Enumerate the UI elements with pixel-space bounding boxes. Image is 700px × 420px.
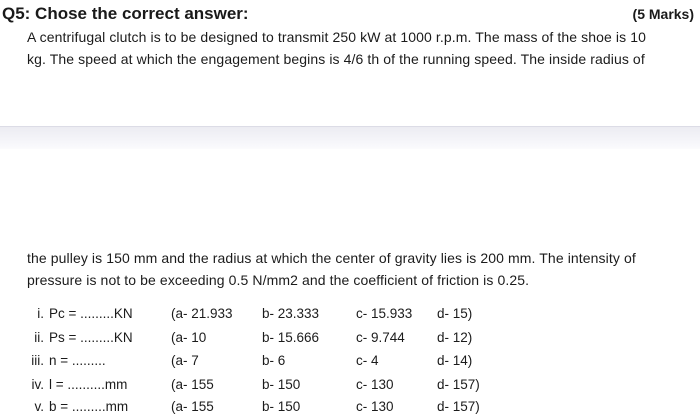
item-number: i. [37, 306, 44, 321]
option-d: d- 12) [437, 330, 473, 345]
item-label: b = .........mm [49, 399, 129, 414]
item-number: ii. [34, 330, 44, 345]
option-c: c- 15.933 [356, 306, 413, 321]
question-text-line-2: kg. The speed at which the engagement begins is 4/6 th of the running speed. The inside radius of [27, 51, 645, 67]
option-c: c- 130 [356, 377, 394, 392]
option-b: b- 6 [262, 353, 286, 368]
option-d: d- 157) [437, 377, 480, 392]
option-a: (a- 155 [171, 399, 214, 414]
option-d: d- 15) [437, 306, 473, 321]
item-number: iv. [31, 377, 44, 392]
answer-row [0, 399, 700, 419]
answer-row [0, 330, 700, 350]
marks-label: (5 Marks) [632, 6, 694, 22]
answer-row [0, 377, 700, 397]
option-a: (a- 7 [171, 353, 199, 368]
question-text-line-4: pressure is not to be exceeding 0.5 N/mm2 and the coefficient of friction is 0.25. [27, 272, 530, 288]
answer-row [0, 353, 700, 373]
page-gap-divider [0, 126, 700, 149]
option-a: (a- 21.933 [171, 306, 233, 321]
option-b: b- 15.666 [262, 330, 320, 345]
option-c: c- 4 [356, 353, 379, 368]
question-text-line-1: A centrifugal clutch is to be designed to transmit 250 kW at 1000 r.p.m. The mass of the shoe is 10 [27, 29, 646, 45]
answer-row [0, 306, 700, 326]
item-number: v. [34, 399, 44, 414]
item-label: Ps = .........KN [49, 330, 133, 345]
item-number: iii. [31, 353, 44, 368]
item-label: n = ......... [49, 353, 106, 368]
option-c: c- 130 [356, 399, 394, 414]
question-text-line-3: the pulley is 150 mm and the radius at which the center of gravity lies is 200 mm. The intensity of [27, 250, 636, 266]
option-b: b- 150 [262, 399, 301, 414]
option-b: b- 150 [262, 377, 301, 392]
option-b: b- 23.333 [262, 306, 320, 321]
question-title: Q5: Chose the correct answer: [2, 4, 249, 23]
item-label: l = ..........mm [49, 377, 128, 392]
option-d: d- 14) [437, 353, 473, 368]
option-a: (a- 155 [171, 377, 214, 392]
item-label: Pc = .........KN [49, 306, 133, 321]
option-d: d- 157) [437, 399, 480, 414]
option-a: (a- 10 [171, 330, 207, 345]
option-c: c- 9.744 [356, 330, 405, 345]
